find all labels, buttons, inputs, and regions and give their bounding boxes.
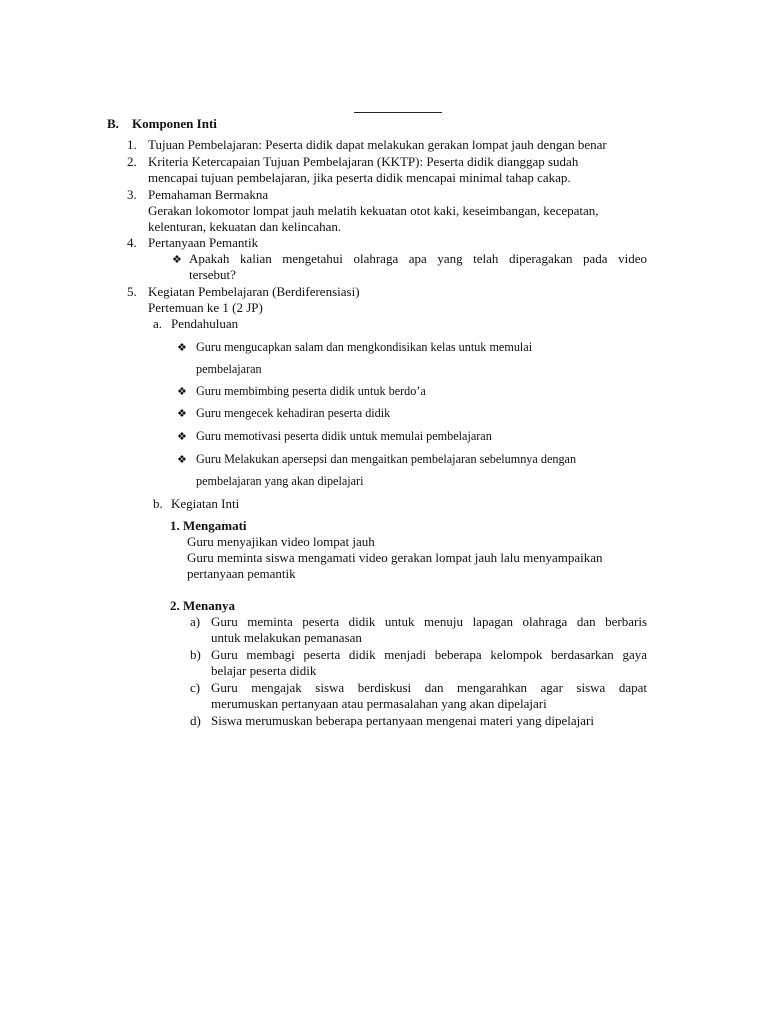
bullet-text: pembelajaran bbox=[196, 362, 262, 376]
bullet-text: Guru memotivasi peserta didik untuk memulai pembelajaran bbox=[196, 429, 492, 443]
bullet-icon: ❖ bbox=[177, 408, 187, 420]
item-number: 3. bbox=[127, 187, 137, 202]
item-text: Pemahaman Bermakna bbox=[148, 187, 269, 202]
bullet-icon: ❖ bbox=[177, 386, 187, 398]
step-title: 1. Mengamati bbox=[170, 518, 247, 533]
bullet-text: Guru membimbing peserta didik untuk berdo’a bbox=[196, 384, 426, 398]
sub-label: a. bbox=[153, 316, 163, 331]
bullet-text: pembelajaran yang akan dipelajari bbox=[196, 474, 364, 488]
item-number: 4. bbox=[127, 235, 137, 250]
list-item-text: belajar peserta didik bbox=[211, 663, 317, 678]
bullet-text: Guru Melakukan apersepsi dan mengaitkan pembelajaran sebelumnya dengan bbox=[196, 452, 577, 466]
item-number: 2. bbox=[127, 154, 137, 169]
sub-label: b. bbox=[153, 496, 163, 511]
step-text: Guru meminta siswa mengamati video gerakan lompat jauh lalu menyampaikan bbox=[187, 550, 603, 565]
list-item-label: d) bbox=[190, 713, 201, 728]
item-number: 1. bbox=[127, 137, 137, 152]
list-item-label: a) bbox=[190, 614, 201, 629]
bullet-icon: ❖ bbox=[172, 254, 182, 266]
item-text: Gerakan lokomotor lompat jauh melatih kekuatan otot kaki, keseimbangan, kecepatan, bbox=[148, 203, 599, 218]
step-title: 2. Menanya bbox=[170, 598, 235, 613]
bullet-icon: ❖ bbox=[177, 342, 187, 354]
bullet-text: Guru mengecek kehadiran peserta didik bbox=[196, 406, 391, 420]
item-text: Pertemuan ke 1 (2 JP) bbox=[148, 300, 263, 315]
list-item-text: Siswa merumuskan beberapa pertanyaan mengenai materi yang dipelajari bbox=[211, 713, 594, 728]
bullet-text: Apakah kalian mengetahui olahraga apa yang telah diperagakan pada video bbox=[189, 251, 647, 266]
item-text: Pertanyaan Pemantik bbox=[148, 235, 259, 250]
list-item-text: untuk melakukan pemanasan bbox=[211, 630, 362, 645]
list-item-text: Guru meminta peserta didik untuk menuju lapagan olahraga dan berbaris bbox=[211, 614, 647, 629]
item-number: 5. bbox=[127, 284, 137, 299]
sub-title: Pendahuluan bbox=[171, 316, 239, 331]
bullet-icon: ❖ bbox=[177, 454, 187, 466]
item-text: Kegiatan Pembelajaran (Berdiferensiasi) bbox=[148, 284, 360, 299]
bullet-icon: ❖ bbox=[177, 431, 187, 443]
bullet-text: tersebut? bbox=[189, 267, 236, 282]
list-item-label: b) bbox=[190, 647, 201, 662]
list-item-text: merumuskan pertanyaan atau permasalahan yang akan dipelajari bbox=[211, 696, 547, 711]
bullet-text: Guru mengucapkan salam dan mengkondisikan kelas untuk memulai bbox=[196, 340, 533, 354]
list-item-label: c) bbox=[190, 680, 201, 695]
step-text: pertanyaan pemantik bbox=[187, 566, 296, 581]
sub-title: Kegiatan Inti bbox=[171, 496, 240, 511]
header-rule bbox=[354, 112, 442, 113]
section-letter: B. bbox=[107, 116, 119, 131]
item-text: Tujuan Pembelajaran: Peserta didik dapat melakukan gerakan lompat jauh dengan benar bbox=[148, 137, 607, 152]
item-text: mencapai tujuan pembelajaran, jika peserta didik mencapai minimal tahap cakap. bbox=[148, 170, 571, 185]
step-text: Guru menyajikan video lompat jauh bbox=[187, 534, 375, 549]
list-item-text: Guru mengajak siswa berdiskusi dan mengarahkan agar siswa dapat bbox=[211, 680, 647, 695]
item-text: kelenturan, kekuatan dan kelincahan. bbox=[148, 219, 342, 234]
list-item-text: Guru membagi peserta didik menjadi beberapa kelompok berdasarkan gaya bbox=[211, 647, 647, 662]
item-text: Kriteria Ketercapaian Tujuan Pembelajaran (KKTP): Peserta didik dianggap sudah bbox=[148, 154, 579, 169]
section-title: Komponen Inti bbox=[132, 116, 217, 131]
